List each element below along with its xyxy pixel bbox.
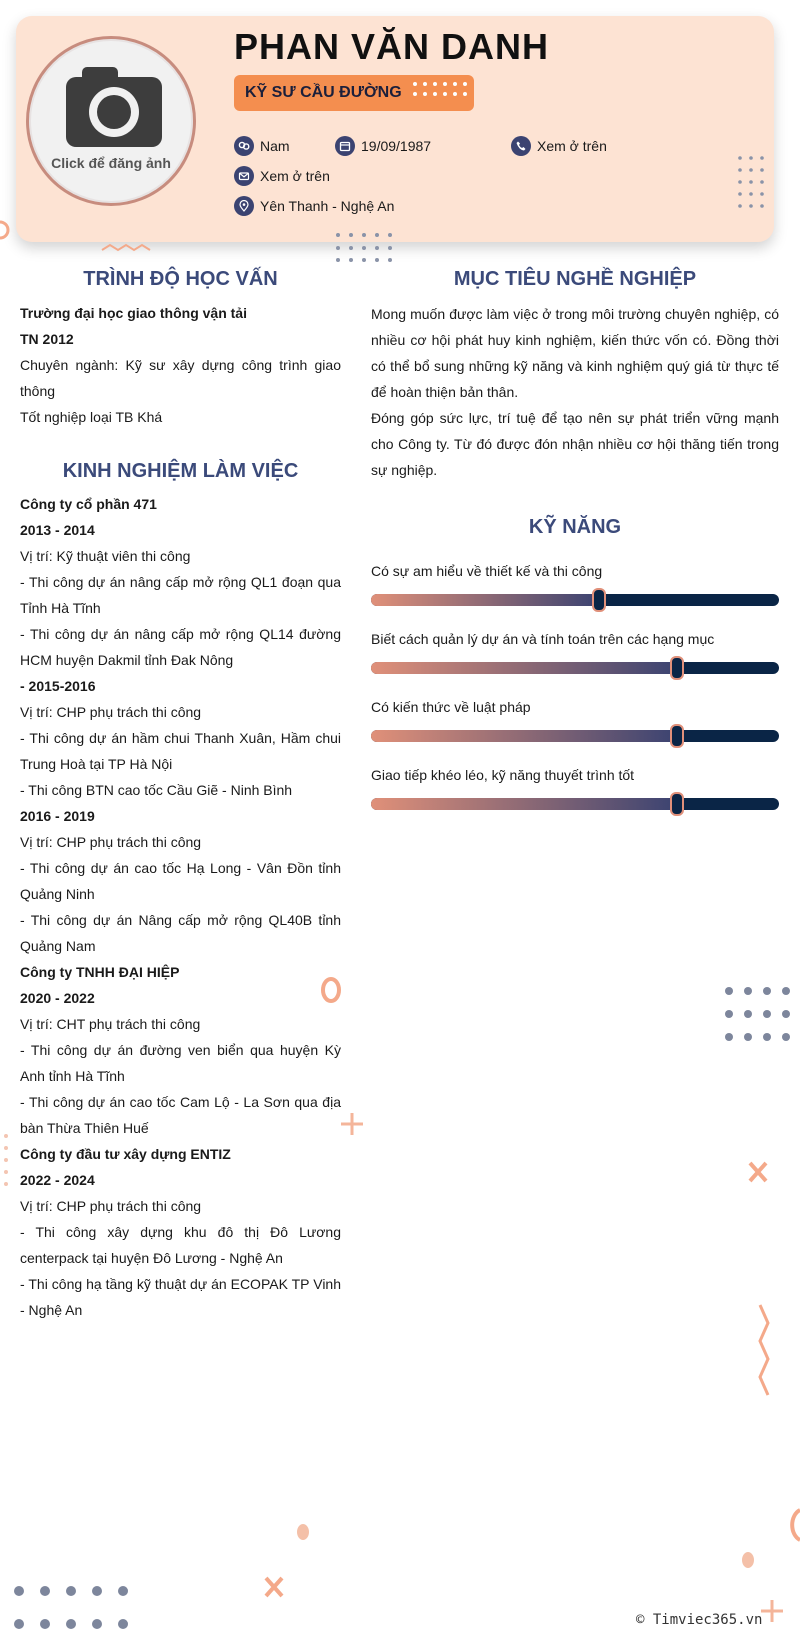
education-school: Trường đại học giao thông vận tải — [20, 305, 247, 321]
experience-line: Vị trí: CHP phụ trách thi công — [20, 834, 202, 850]
experience-line: Vị trí: CHP phụ trách thi công — [20, 704, 202, 720]
birthdate-value: 19/09/1987 — [361, 138, 432, 154]
experience-line: - Thi công dự án đường ven biển qua huyện Kỳ Anh tỉnh Hà Tĩnh — [20, 1042, 341, 1084]
objective-paragraph-1: Mong muốn được làm việc ở trong môi trường chuyên nghiệp, có nhiều cơ hội phát huy kinh nghiệm, kiến thức vốn có. Đồng thời có thể bổ sung những kỹ năng và kinh nghiệm quý giá từ thực tế để hoàn thiện bản thân. — [371, 306, 779, 400]
skill-label-1: Có sự am hiểu về thiết kế và thi công — [371, 563, 603, 579]
experience-line: - Thi công dự án Nâng cấp mở rộng QL40B tỉnh Quảng Nam — [20, 912, 341, 954]
objective-paragraph-2: Đóng góp sức lực, trí tuệ để tạo nên sự phát triển vững mạnh cho Công ty. Từ đó được đón nhận nhiều cơ hội thăng tiến trong sự nghiệp. — [371, 410, 779, 478]
experience-line: - Thi công dự án cao tốc Hạ Long - Vân Đồn tỉnh Quảng Ninh — [20, 860, 341, 902]
address-value: Yên Thanh - Nghệ An — [260, 198, 395, 214]
phone-value: Xem ở trên — [537, 138, 607, 154]
experience-line: 2016 - 2019 — [20, 808, 95, 824]
objective-heading: MỤC TIÊU NGHỀ NGHIỆP — [453, 268, 697, 290]
gender-value: Nam — [260, 138, 290, 154]
experience-line: 2022 - 2024 — [20, 1172, 95, 1188]
skill-label-2: Biết cách quản lý dự án và tính toán trên các hạng mục — [371, 631, 715, 647]
experience-line: - Thi công xây dựng khu đô thị Đô Lương centerpack tại huyện Đô Lương - Nghệ An — [20, 1224, 341, 1266]
experience-line: - Thi công dự án cao tốc Cam Lộ - La Sơn qua địa bàn Thừa Thiên Huế — [20, 1094, 341, 1136]
experience-line: - Thi công dự án nâng cấp mở rộng QL14 đường HCM huyện Dakmil tỉnh Đak Nông — [20, 626, 341, 668]
education-major: Chuyên ngành: Kỹ sư xây dựng công trình giao thông — [20, 357, 341, 399]
skill-label-3: Có kiến thức về luật pháp — [371, 699, 531, 715]
experience-heading: KINH NGHIỆM LÀM VIỆC — [62, 460, 299, 482]
skill-label-4: Giao tiếp khéo léo, kỹ năng thuyết trình tốt — [371, 767, 635, 783]
watermark: © Timviec365.vn — [636, 1612, 763, 1628]
education-grade: Tốt nghiệp loại TB Khá — [20, 409, 163, 425]
experience-line: Vị trí: CHT phụ trách thi công — [20, 1016, 201, 1032]
experience-line: Công ty TNHH ĐẠI HIỆP — [20, 964, 180, 980]
experience-line: 2013 - 2014 — [20, 522, 95, 538]
experience-line: - Thi công BTN cao tốc Cầu Giẽ - Ninh Bình — [20, 782, 293, 798]
experience-line: - Thi công dự án hầm chui Thanh Xuân, Hầm chui Trung Hoà tại TP Hà Nội — [20, 730, 341, 772]
experience-line: Công ty đầu tư xây dựng ENTIZ — [20, 1146, 231, 1162]
avatar-upload-text: Click để đăng ảnh — [51, 155, 171, 171]
job-title: KỸ SƯ CẦU ĐƯỜNG — [245, 84, 402, 101]
email-value: Xem ở trên — [260, 168, 330, 184]
education-heading: TRÌNH ĐỘ HỌC VẤN — [83, 268, 278, 290]
experience-line: Vị trí: Kỹ thuật viên thi công — [20, 548, 191, 564]
experience-line: Công ty cổ phần 471 — [20, 496, 157, 512]
experience-line: - Thi công dự án nâng cấp mở rộng QL1 đoạn qua Tỉnh Hà Tĩnh — [20, 574, 341, 616]
experience-line: - 2015-2016 — [20, 678, 96, 694]
candidate-name: PHAN VĂN DANH — [234, 26, 550, 67]
experience-line: 2020 - 2022 — [20, 990, 95, 1006]
experience-line: - Thi công hạ tầng kỹ thuật dự án ECOPAK TP Vinh - Nghệ An — [20, 1276, 341, 1318]
education-year: TN 2012 — [20, 331, 74, 347]
skills-heading: KỸ NĂNG — [528, 516, 622, 538]
experience-line: Vị trí: CHP phụ trách thi công — [20, 1198, 202, 1214]
